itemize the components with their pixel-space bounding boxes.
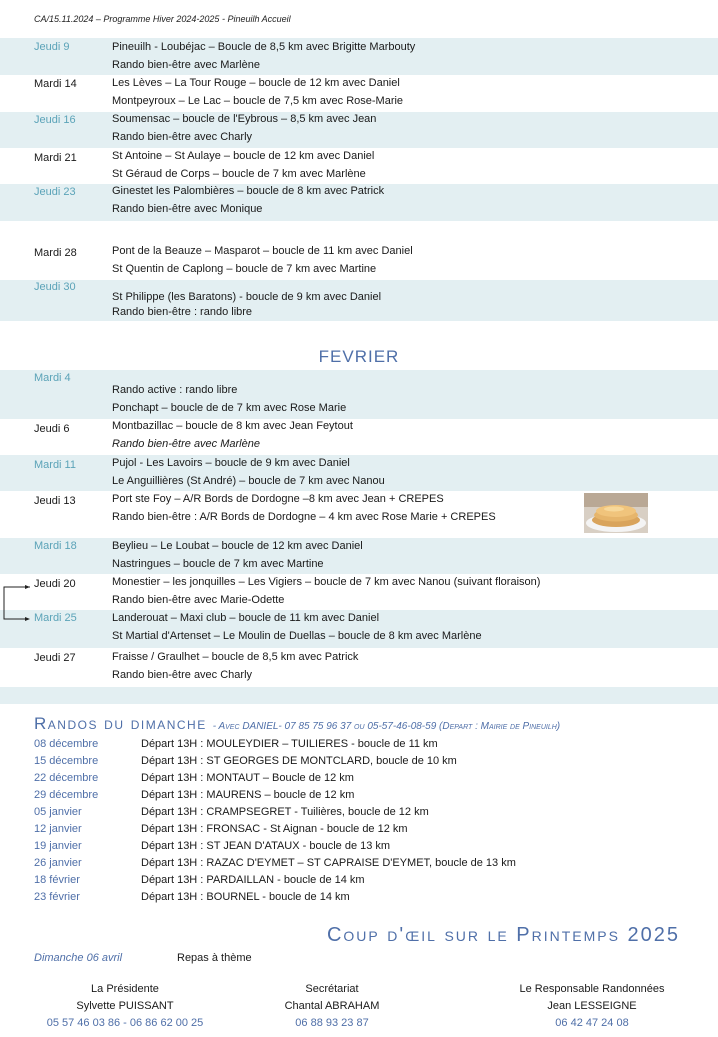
row-line: Rando bien-être avec Marlène bbox=[112, 59, 260, 71]
sunday-desc: Départ 13H : ST GEORGES DE MONTCLARD, boucle de 10 km bbox=[141, 755, 457, 767]
program-row bbox=[0, 148, 718, 184]
row-line: Monestier – les jonquilles – Les Vigiers – boucle de 7 km avec Nanou (suivant floraison) bbox=[112, 576, 541, 588]
row-line: St Quentin de Caplong – boucle de 7 km avec Martine bbox=[112, 263, 377, 275]
program-row bbox=[0, 574, 718, 610]
row-day: Jeudi 9 bbox=[34, 41, 70, 53]
row-day: Mardi 28 bbox=[34, 247, 77, 259]
crepes-image bbox=[584, 493, 648, 533]
section-divider bbox=[0, 687, 718, 704]
sunday-date: 08 décembre bbox=[34, 738, 99, 750]
sunday-desc: Départ 13H : FRONSAC - St Aignan - boucle de 12 km bbox=[141, 823, 408, 835]
connector-arrow-icon bbox=[2, 585, 32, 623]
row-line: Rando bien-être : A/R Bords de Dordogne – 4 km avec Rose Marie + CREPES bbox=[112, 511, 496, 523]
signature-president bbox=[15, 983, 235, 1034]
sunday-row bbox=[0, 772, 718, 789]
row-day: Jeudi 20 bbox=[34, 578, 76, 590]
signature-name: Jean LESSEIGNE bbox=[547, 1000, 637, 1012]
spring-event: Repas à thème bbox=[177, 952, 252, 964]
row-line: Ponchapt – boucle de de 7 km avec Rose Marie bbox=[112, 402, 347, 414]
row-line: Montbazillac – boucle de 8 km avec Jean Feytout bbox=[112, 420, 353, 432]
signature-role: Secrétariat bbox=[305, 983, 359, 995]
signature-name: Chantal ABRAHAM bbox=[284, 1000, 380, 1012]
row-day: Mardi 14 bbox=[34, 78, 77, 90]
row-day: Mardi 11 bbox=[34, 459, 76, 471]
sunday-desc: Départ 13H : CRAMPSEGRET - Tuilières, boucle de 12 km bbox=[141, 806, 429, 818]
sunday-date: 18 février bbox=[34, 874, 80, 886]
sunday-desc: Départ 13H : MAURENS – boucle de 12 km bbox=[141, 789, 355, 801]
spring-title: Coup d'œil sur le Printemps 2025 bbox=[326, 924, 680, 946]
sunday-row bbox=[0, 806, 718, 823]
row-day: Jeudi 23 bbox=[34, 186, 76, 198]
program-row bbox=[0, 238, 718, 280]
sunday-row bbox=[0, 789, 718, 806]
signature-name: Sylvette PUISSANT bbox=[76, 1000, 174, 1012]
sunday-desc: Départ 13H : MOULEYDIER – TUILIERES - boucle de 11 km bbox=[141, 738, 438, 750]
sunday-desc: Départ 13H : BOURNEL - boucle de 14 km bbox=[141, 891, 350, 903]
row-line: Montpeyroux – Le Lac – boucle de 7,5 km avec Rose-Marie bbox=[112, 95, 404, 107]
row-day: Jeudi 16 bbox=[34, 114, 76, 126]
row-day: Mardi 4 bbox=[34, 372, 71, 384]
row-line: Rando bien-être avec Charly bbox=[112, 131, 253, 143]
signature-hike-manager bbox=[482, 983, 702, 1034]
row-line: St Géraud de Corps – boucle de 7 km avec Marlène bbox=[112, 168, 366, 180]
sunday-date: 05 janvier bbox=[34, 806, 82, 818]
program-row bbox=[0, 610, 718, 648]
program-row bbox=[0, 370, 718, 419]
signature-phone: 06 88 93 23 87 bbox=[295, 1017, 369, 1029]
program-row bbox=[0, 648, 718, 687]
row-day: Jeudi 30 bbox=[34, 281, 76, 293]
row-day: Mardi 18 bbox=[34, 540, 77, 552]
program-row bbox=[0, 75, 718, 112]
month-title: FEVRIER bbox=[318, 347, 400, 366]
document-header: CA/15.11.2024 – Programme Hiver 2024-2025 - Pineuilh Accueil bbox=[34, 14, 291, 24]
row-line: Pont de la Beauze – Masparot – boucle de 11 km avec Daniel bbox=[112, 245, 413, 257]
signature-role: Le Responsable Randonnées bbox=[519, 983, 665, 995]
signature-phone: 05 57 46 03 86 - 06 86 62 00 25 bbox=[46, 1017, 204, 1029]
program-row bbox=[0, 419, 718, 455]
row-line: Ginestet les Palombières – boucle de 8 km avec Patrick bbox=[112, 185, 385, 197]
signature-phone: 06 42 47 24 08 bbox=[555, 1017, 629, 1029]
sunday-date: 12 janvier bbox=[34, 823, 82, 835]
row-day: Mardi 21 bbox=[34, 152, 77, 164]
row-line: Rando bien-être avec Charly bbox=[112, 669, 253, 681]
row-day: Jeudi 27 bbox=[34, 652, 76, 664]
signature-secretary bbox=[222, 983, 442, 1034]
row-line: St Antoine – St Aulaye – boucle de 12 km avec Daniel bbox=[112, 150, 375, 162]
sunday-row bbox=[0, 823, 718, 840]
row-line: Pujol - Les Lavoirs – boucle de 9 km avec Daniel bbox=[112, 457, 350, 469]
sunday-desc: Départ 13H : MONTAUT – Boucle de 12 km bbox=[141, 772, 354, 784]
program-row bbox=[0, 184, 718, 221]
sunday-date: 15 décembre bbox=[34, 755, 99, 767]
sunday-desc: Départ 13H : ST JEAN D'ATAUX - boucle de 13 km bbox=[141, 840, 391, 852]
row-day: Jeudi 13 bbox=[34, 495, 76, 507]
spring-date: Dimanche 06 avril bbox=[34, 952, 123, 964]
row-line: Pineuilh - Loubéjac – Boucle de 8,5 km avec Brigitte Marbouty bbox=[112, 41, 416, 53]
row-line: Le Anguillières (St André) – boucle de 7 km avec Nanou bbox=[112, 475, 385, 487]
program-row bbox=[0, 112, 718, 148]
row-line: Nastringues – boucle de 7 km avec Martine bbox=[112, 558, 324, 570]
program-row bbox=[0, 280, 718, 321]
row-line: Port ste Foy – A/R Bords de Dordogne –8 km avec Jean + CREPES bbox=[112, 493, 444, 505]
sunday-row bbox=[0, 738, 718, 755]
sunday-row bbox=[0, 874, 718, 891]
row-line: Rando bien-être avec Marlène bbox=[112, 438, 260, 450]
sunday-section-title bbox=[34, 714, 560, 734]
program-row bbox=[0, 455, 718, 491]
row-line: Soumensac – boucle de l'Eybrous – 8,5 km avec Jean bbox=[112, 113, 377, 125]
row-line: Landerouat – Maxi club – boucle de 11 km avec Daniel bbox=[112, 612, 380, 624]
row-line: Rando bien-être avec Marie-Odette bbox=[112, 594, 285, 606]
sunday-row bbox=[0, 891, 718, 908]
sunday-desc: Départ 13H : PARDAILLAN - boucle de 14 km bbox=[141, 874, 365, 886]
sunday-row bbox=[0, 755, 718, 772]
sunday-title: Randos du dimanche bbox=[34, 714, 207, 733]
row-line: Les Lèves – La Tour Rouge – boucle de 12 km avec Daniel bbox=[112, 77, 400, 89]
sunday-date: 26 janvier bbox=[34, 857, 82, 869]
row-day: Jeudi 6 bbox=[34, 423, 70, 435]
sunday-date: 23 février bbox=[34, 891, 80, 903]
row-line: Rando bien-être avec Monique bbox=[112, 203, 263, 215]
row-day: Mardi 25 bbox=[34, 612, 77, 624]
row-line: Rando bien-être : rando libre bbox=[112, 306, 253, 318]
sunday-date: 19 janvier bbox=[34, 840, 82, 852]
program-row bbox=[0, 538, 718, 574]
row-line: Rando active : rando libre bbox=[112, 384, 238, 396]
signature-role: La Présidente bbox=[91, 983, 159, 995]
sunday-row bbox=[0, 857, 718, 874]
row-line: Fraisse / Graulhet – boucle de 8,5 km avec Patrick bbox=[112, 651, 359, 663]
sunday-desc: Départ 13H : RAZAC D'EYMET – ST CAPRAISE D'EYMET, boucle de 13 km bbox=[141, 857, 516, 869]
sunday-subtitle: - Avec DANIEL- 07 85 75 96 37 ou 05-57-46-08-59 (Depart : Mairie de Pineuilh) bbox=[212, 721, 561, 732]
program-row bbox=[0, 38, 718, 75]
row-line: St Martial d'Artenset – Le Moulin de Duellas – boucle de 8 km avec Marlène bbox=[112, 630, 482, 642]
sunday-row bbox=[0, 840, 718, 857]
row-line: Beylieu – Le Loubat – boucle de 12 km avec Daniel bbox=[112, 540, 363, 552]
row-line: St Philippe (les Baratons) - boucle de 9 km avec Daniel bbox=[112, 291, 382, 303]
sunday-date: 22 décembre bbox=[34, 772, 99, 784]
sunday-date: 29 décembre bbox=[34, 789, 99, 801]
